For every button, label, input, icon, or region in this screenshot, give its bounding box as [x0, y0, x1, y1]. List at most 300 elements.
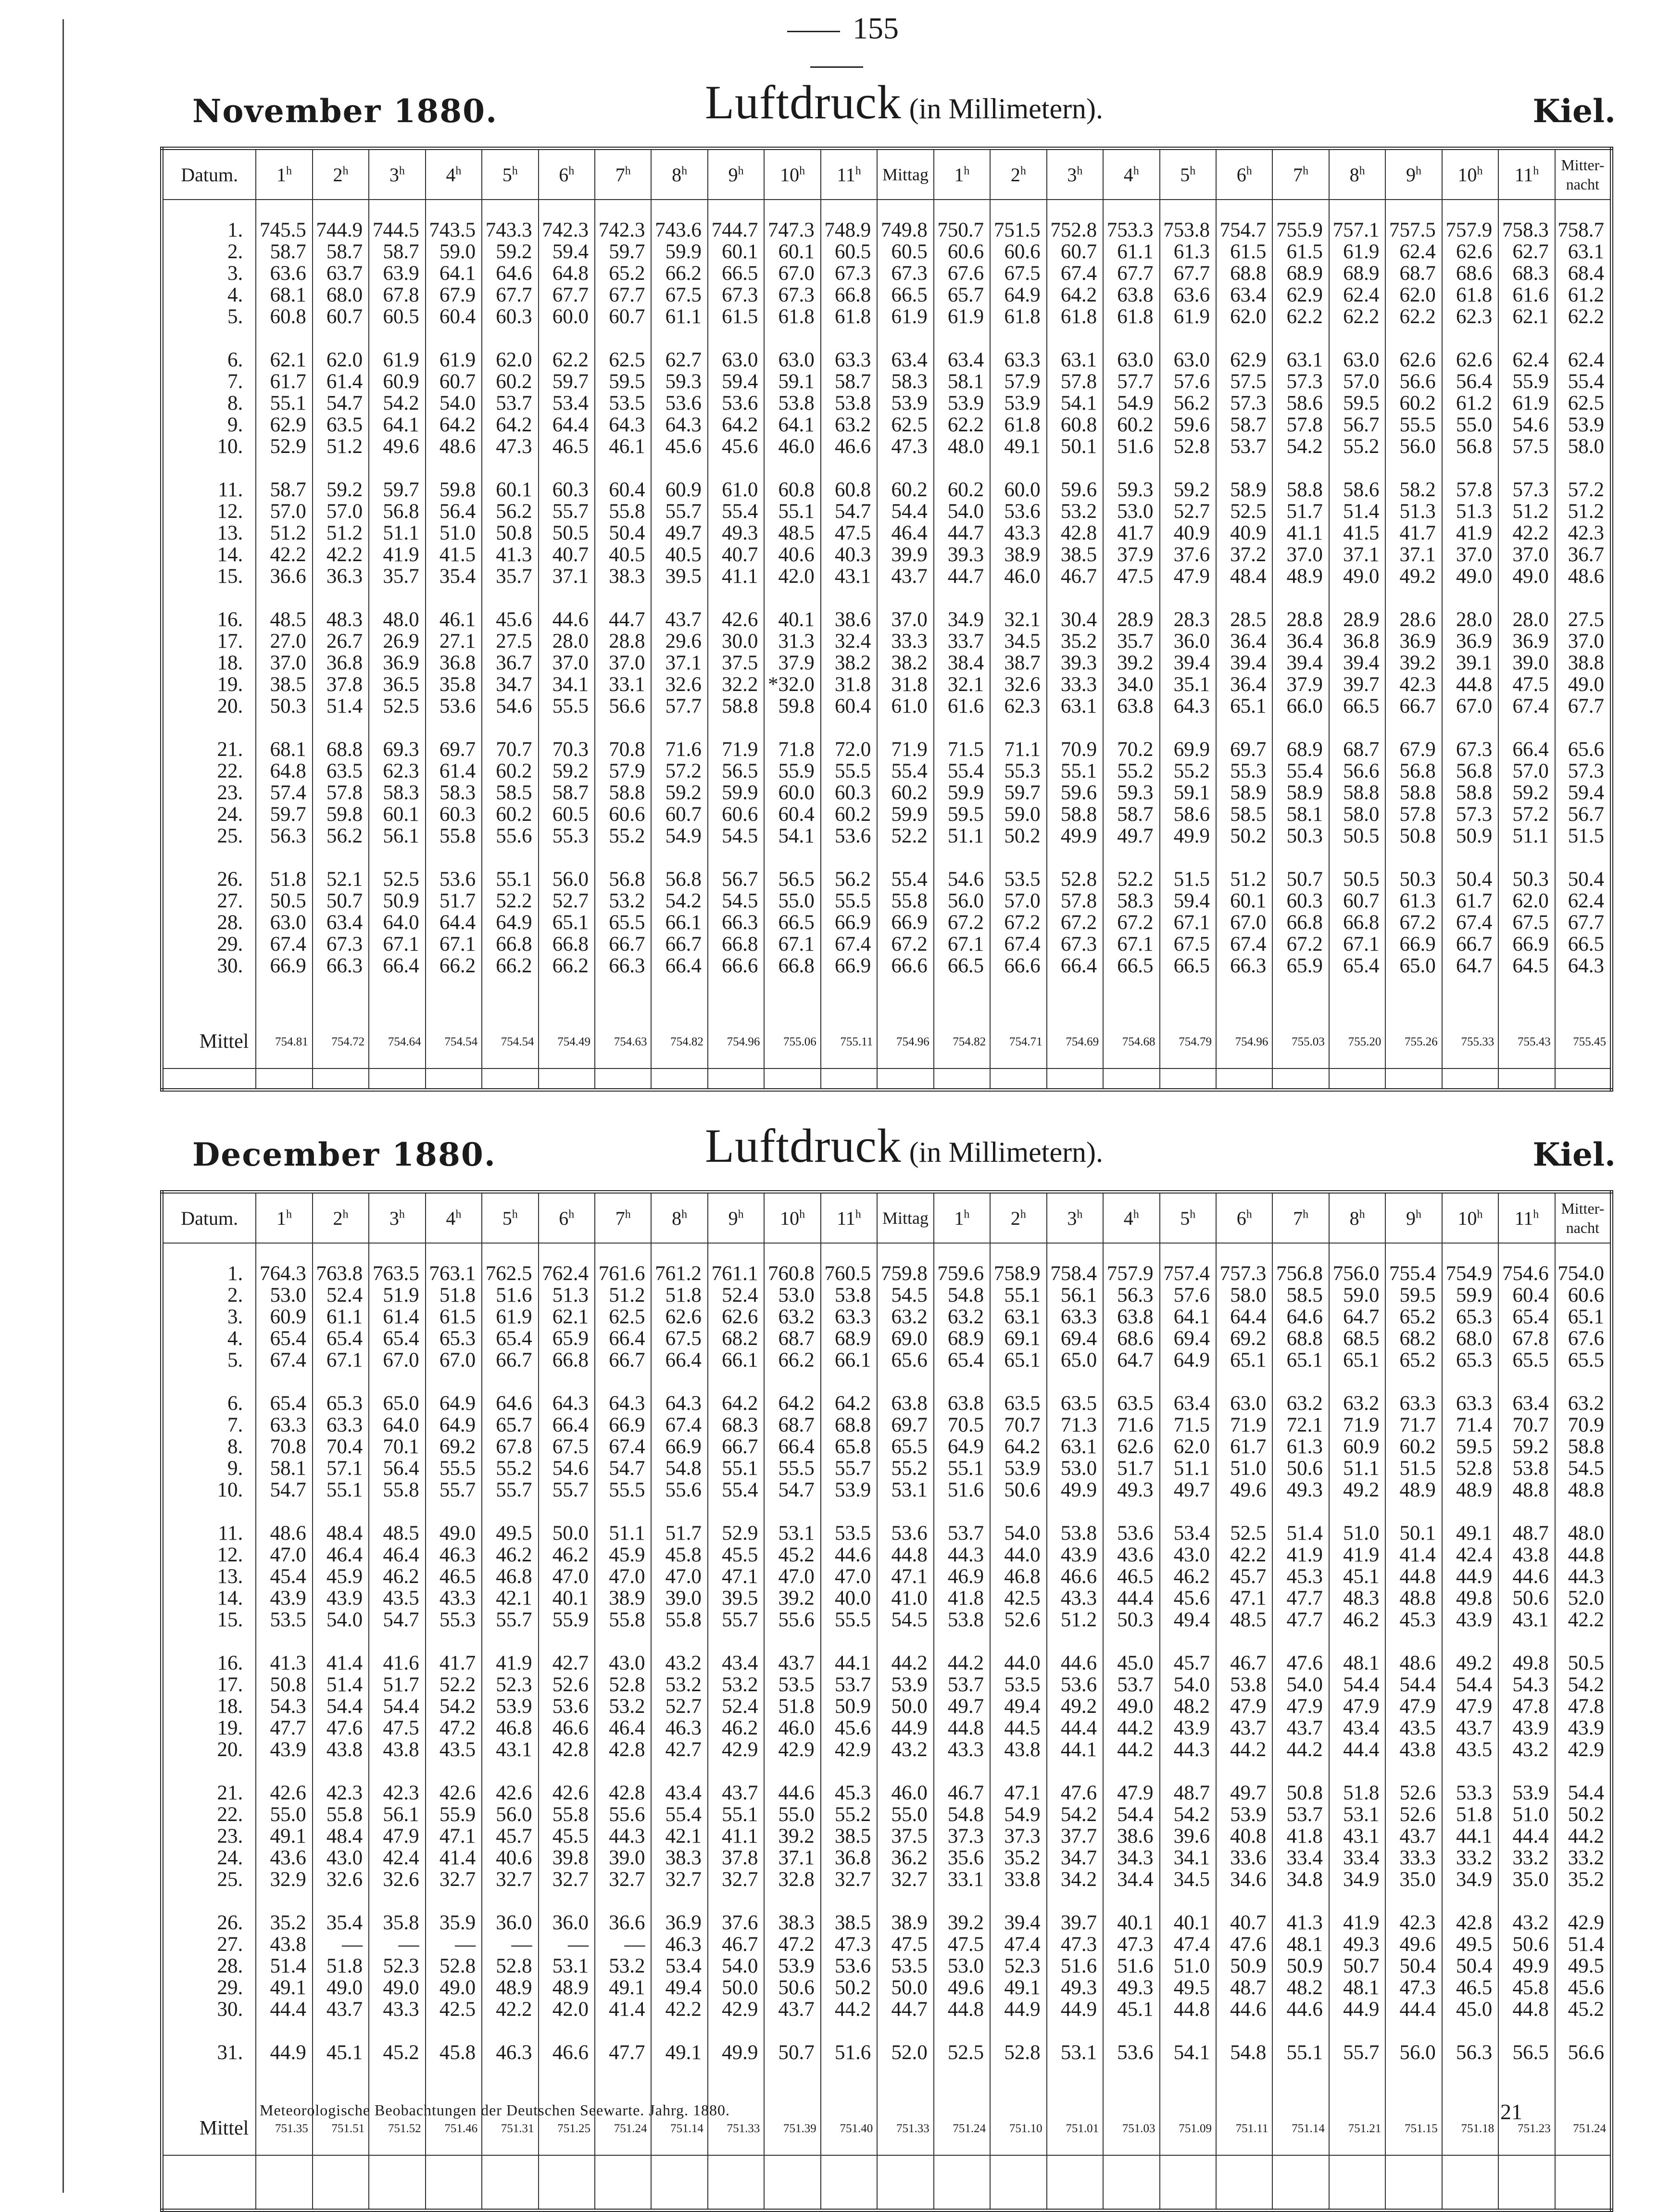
pressure-value: 34.6	[1216, 1869, 1272, 1890]
pressure-value: 63.5	[313, 760, 369, 782]
pressure-value: 66.6	[877, 955, 933, 977]
gap-cell	[595, 587, 651, 609]
pressure-value: 64.2	[426, 414, 482, 436]
mean-value: 754.54	[482, 1015, 538, 1068]
pressure-value: 71.9	[1329, 1414, 1385, 1436]
day-label: 5.	[162, 306, 256, 327]
pressure-value: 47.5	[1498, 674, 1555, 695]
gap-cell	[1498, 1631, 1555, 1652]
gap-cell	[1555, 847, 1612, 868]
pressure-value: 753.3	[1103, 219, 1159, 241]
pressure-value: 35.8	[426, 674, 482, 695]
pressure-value: 43.8	[256, 1934, 312, 1955]
gap-cell	[313, 327, 369, 349]
gap-cell	[1442, 1760, 1498, 1782]
gap-cell	[877, 2020, 933, 2042]
blank-cell	[595, 2155, 651, 2211]
pressure-value: 42.2	[1498, 522, 1555, 544]
pressure-value: 46.7	[1047, 566, 1103, 587]
pressure-value: 60.1	[764, 241, 820, 263]
pressure-value: 43.7	[1442, 1717, 1498, 1739]
gap-cell	[539, 1890, 595, 1912]
pressure-value: 54.5	[1555, 1458, 1612, 1479]
pressure-value: 33.7	[934, 630, 990, 652]
pressure-value: 58.2	[1385, 479, 1442, 501]
gap-cell	[1272, 1371, 1329, 1393]
pressure-value: 67.3	[764, 284, 820, 306]
pressure-value: 57.0	[1498, 760, 1555, 782]
blank-cell	[539, 2155, 595, 2211]
pressure-value: 60.0	[764, 782, 820, 804]
day-label: 23.	[162, 782, 256, 804]
pressure-value: 60.6	[990, 241, 1046, 263]
pressure-value: 41.1	[708, 1825, 764, 1847]
pressure-value: 754.6	[1498, 1263, 1555, 1284]
pressure-value: 43.6	[256, 1847, 312, 1869]
spacer-row	[162, 977, 1612, 1015]
pressure-value: 71.6	[1103, 1414, 1159, 1436]
pressure-value: 47.7	[595, 2042, 651, 2063]
gap-cell	[1442, 587, 1498, 609]
gap-cell	[369, 717, 425, 739]
gap-cell	[1103, 2020, 1159, 2042]
pressure-value: 45.1	[313, 2042, 369, 2063]
gap-cell	[1329, 847, 1385, 868]
gap-cell	[595, 327, 651, 349]
gap-cell	[764, 717, 820, 739]
pressure-value: 68.7	[1385, 263, 1442, 284]
gap-cell	[313, 587, 369, 609]
hour-header: 5$^h$	[1160, 149, 1216, 200]
spacer-cell	[162, 977, 256, 1015]
pressure-value: 55.8	[369, 1479, 425, 1501]
group-gap-row	[162, 1760, 1612, 1782]
pressure-value: 50.1	[1047, 436, 1103, 457]
pressure-value: 27.5	[482, 630, 538, 652]
pressure-value: 66.9	[595, 1414, 651, 1436]
pressure-value: 742.3	[539, 219, 595, 241]
pressure-value: 53.6	[426, 695, 482, 717]
pressure-value: 44.3	[1555, 1566, 1612, 1587]
spacer-cell	[821, 2063, 877, 2102]
day-label: 27.	[162, 1934, 256, 1955]
pressure-value: 32.9	[256, 1869, 312, 1890]
pressure-value: 52.2	[877, 825, 933, 847]
spacer-cell	[1216, 1243, 1272, 1263]
pressure-value: 60.1	[482, 479, 538, 501]
spacer-cell	[426, 200, 482, 219]
pressure-value: 53.5	[990, 1674, 1046, 1696]
pressure-value: 54.9	[651, 825, 707, 847]
pressure-value: 37.1	[1329, 544, 1385, 566]
pressure-value: 35.6	[934, 1847, 990, 1869]
spacer-cell	[1103, 200, 1159, 219]
pressure-value: —	[482, 1934, 538, 1955]
pressure-value: 53.5	[821, 1522, 877, 1544]
mean-value: 755.11	[821, 1015, 877, 1068]
gap-cell	[821, 327, 877, 349]
pressure-value: 50.0	[877, 1696, 933, 1717]
pressure-value: 51.6	[1047, 1955, 1103, 1977]
spacer-row	[162, 1243, 1612, 1263]
mean-label: Mittel	[162, 1015, 256, 1068]
gap-cell	[651, 1371, 707, 1393]
pressure-value: 64.6	[482, 1393, 538, 1414]
pressure-value: 47.5	[821, 522, 877, 544]
pressure-value: 65.4	[1329, 955, 1385, 977]
pressure-value: 66.5	[1103, 955, 1159, 977]
pressure-value: 37.3	[990, 1825, 1046, 1847]
gap-cell	[1103, 1890, 1159, 1912]
pressure-value: 28.8	[595, 630, 651, 652]
pressure-value: 28.6	[1385, 609, 1442, 630]
pressure-value: 65.7	[482, 1414, 538, 1436]
pressure-value: 51.4	[256, 1955, 312, 1977]
pressure-value: 67.7	[539, 284, 595, 306]
day-label: 31.	[162, 2042, 256, 2063]
pressure-value: 61.6	[934, 695, 990, 717]
pressure-value: 37.3	[934, 1825, 990, 1847]
pressure-value: 28.0	[1442, 609, 1498, 630]
pressure-value: 65.0	[1385, 955, 1442, 977]
pressure-value: 60.4	[1498, 1284, 1555, 1306]
gap-cell	[1329, 2020, 1385, 2042]
day-row	[162, 630, 1612, 652]
spacer-cell	[877, 1243, 933, 1263]
pressure-value: 67.4	[1442, 912, 1498, 933]
day-row	[162, 1458, 1612, 1479]
spacer-cell	[990, 200, 1046, 219]
day-label: 23.	[162, 1825, 256, 1847]
gap-cell	[1385, 1890, 1442, 1912]
pressure-value: 70.9	[1555, 1414, 1612, 1436]
pressure-value: 44.6	[1047, 1652, 1103, 1674]
pressure-value: 54.1	[1047, 392, 1103, 414]
pressure-value: 51.4	[1272, 1522, 1329, 1544]
gap-cell	[313, 1501, 369, 1522]
gap-cell	[162, 1631, 256, 1652]
pressure-value: 47.0	[256, 1544, 312, 1566]
pressure-value: 40.9	[1216, 522, 1272, 544]
pressure-value: 61.9	[877, 306, 933, 327]
pressure-value: 47.8	[1555, 1696, 1612, 1717]
gap-cell	[934, 1890, 990, 1912]
pressure-value: 59.5	[1385, 1284, 1442, 1306]
month-label: November 1880.	[192, 92, 498, 130]
pressure-value: 47.3	[877, 436, 933, 457]
spacer-cell	[1329, 977, 1385, 1015]
pressure-value: 62.5	[1555, 392, 1612, 414]
pressure-value: 55.3	[539, 825, 595, 847]
blank-cell	[1442, 1068, 1498, 1090]
day-label: 3.	[162, 263, 256, 284]
pressure-value: 71.9	[877, 739, 933, 760]
pressure-value: 40.9	[1160, 522, 1216, 544]
pressure-value: 39.0	[595, 1847, 651, 1869]
pressure-value: 61.7	[256, 371, 312, 392]
pressure-value: 67.4	[651, 1414, 707, 1436]
pressure-value: 35.0	[1385, 1869, 1442, 1890]
pressure-value: 53.8	[1216, 1674, 1272, 1696]
pressure-value: 44.4	[1498, 1825, 1555, 1847]
pressure-value: 39.4	[1272, 652, 1329, 674]
pressure-value: 44.2	[1216, 1739, 1272, 1760]
pressure-value: 49.6	[1216, 1479, 1272, 1501]
pressure-value: —	[369, 1934, 425, 1955]
pressure-value: 744.9	[313, 219, 369, 241]
pressure-value: 53.8	[934, 1609, 990, 1631]
pressure-value: 30.4	[1047, 609, 1103, 630]
pressure-value: 750.7	[934, 219, 990, 241]
gap-cell	[369, 587, 425, 609]
gap-cell	[1103, 847, 1159, 868]
pressure-value: 48.9	[1272, 566, 1329, 587]
blank-cell	[1385, 1068, 1442, 1090]
day-label: 9.	[162, 1458, 256, 1479]
pressure-value: 48.9	[482, 1977, 538, 1998]
spacer-cell	[162, 1243, 256, 1263]
spacer-cell	[990, 2063, 1046, 2102]
pressure-value: 44.7	[934, 566, 990, 587]
pressure-value: 60.8	[256, 306, 312, 327]
gap-cell	[990, 1371, 1046, 1393]
pressure-value: 67.1	[764, 933, 820, 955]
hour-header: 6$^h$	[1216, 149, 1272, 200]
pressure-value: 46.2	[1160, 1566, 1216, 1587]
pressure-value: 48.2	[1272, 1977, 1329, 1998]
gap-cell	[821, 1890, 877, 1912]
pressure-value: 44.5	[990, 1717, 1046, 1739]
pressure-value: 38.3	[764, 1912, 820, 1934]
pressure-value: 66.2	[539, 955, 595, 977]
pressure-value: 32.7	[651, 1869, 707, 1890]
spacer-cell	[482, 977, 538, 1015]
pressure-value: 53.6	[990, 501, 1046, 522]
pressure-value: 43.1	[1498, 1609, 1555, 1631]
pressure-value: 758.7	[1555, 219, 1612, 241]
pressure-value: 69.4	[1160, 1328, 1216, 1349]
gap-cell	[764, 2020, 820, 2042]
spacer-cell	[162, 200, 256, 219]
pressure-value: 63.4	[1216, 284, 1272, 306]
pressure-value: 48.4	[1216, 566, 1272, 587]
pressure-value: 43.9	[256, 1739, 312, 1760]
pressure-value: 37.0	[1498, 544, 1555, 566]
pressure-value: 67.1	[934, 933, 990, 955]
day-row	[162, 1479, 1612, 1501]
pressure-value: 67.6	[1555, 1328, 1612, 1349]
hour-header: 9$^h$	[708, 149, 764, 200]
pressure-value: 53.4	[651, 1955, 707, 1977]
pressure-value: 758.3	[1498, 219, 1555, 241]
pressure-value: 44.9	[990, 1998, 1046, 2020]
pressure-value: 63.2	[877, 1306, 933, 1328]
pressure-value: 66.3	[708, 912, 764, 933]
pressure-value: 42.1	[482, 1587, 538, 1609]
pressure-value: 55.7	[426, 1479, 482, 1501]
noon-header: Mittag	[877, 1192, 933, 1244]
pressure-value: 46.0	[764, 1717, 820, 1739]
pressure-value: 64.7	[1442, 955, 1498, 977]
pressure-value: 42.9	[1555, 1739, 1612, 1760]
pressure-value: 58.6	[1272, 392, 1329, 414]
pressure-value: 57.4	[256, 782, 312, 804]
pressure-value: 44.8	[1160, 1998, 1216, 2020]
pressure-value: 60.6	[708, 804, 764, 825]
pressure-value: 753.8	[1160, 219, 1216, 241]
pressure-value: 68.4	[1555, 263, 1612, 284]
day-label: 17.	[162, 1674, 256, 1696]
pressure-value: 41.4	[595, 1998, 651, 2020]
day-row	[162, 1609, 1612, 1631]
pressure-value: 42.3	[1555, 522, 1612, 544]
gap-cell	[1498, 327, 1555, 349]
day-label: 11.	[162, 1522, 256, 1544]
pressure-value: 42.2	[1555, 1609, 1612, 1631]
pressure-value: 38.5	[821, 1825, 877, 1847]
pressure-value: 60.2	[482, 371, 538, 392]
gap-cell	[1216, 717, 1272, 739]
blank-cell	[1498, 2155, 1555, 2211]
mean-value: 755.06	[764, 1015, 820, 1068]
pressure-value: 47.2	[764, 1934, 820, 1955]
pressure-value: 51.4	[1555, 1934, 1612, 1955]
pressure-value: 49.3	[1047, 1977, 1103, 1998]
pressure-value: 48.8	[1498, 1479, 1555, 1501]
day-label: 26.	[162, 868, 256, 890]
pressure-value: 64.1	[426, 263, 482, 284]
pressure-value: 60.2	[482, 760, 538, 782]
pressure-value: 46.2	[708, 1717, 764, 1739]
hour-header: 2$^h$	[313, 149, 369, 200]
pressure-value: 46.3	[426, 1544, 482, 1566]
november-pressure-table	[160, 147, 1613, 1092]
pressure-value: 50.0	[539, 1522, 595, 1544]
pressure-value: 55.6	[595, 1804, 651, 1825]
pressure-value: 47.6	[1272, 1652, 1329, 1674]
pressure-value: 44.4	[1047, 1717, 1103, 1739]
pressure-value: 54.6	[934, 868, 990, 890]
pressure-value: 33.6	[1216, 1847, 1272, 1869]
day-label: 27.	[162, 890, 256, 912]
pressure-value: 52.9	[708, 1522, 764, 1544]
gap-cell	[595, 1371, 651, 1393]
mean-row	[162, 1015, 1612, 1068]
day-label: 6.	[162, 349, 256, 371]
pressure-value: 68.0	[313, 284, 369, 306]
pressure-value: 52.7	[651, 1696, 707, 1717]
pressure-value: 50.4	[1442, 1955, 1498, 1977]
pressure-value: 60.2	[877, 782, 933, 804]
pressure-value: 54.9	[990, 1804, 1046, 1825]
pressure-value: 63.1	[1555, 241, 1612, 263]
pressure-value: 68.8	[821, 1414, 877, 1436]
gap-cell	[595, 1760, 651, 1782]
gap-cell	[426, 587, 482, 609]
pressure-value: 37.9	[1103, 544, 1159, 566]
pressure-value: 40.8	[1216, 1825, 1272, 1847]
pressure-value: 38.9	[595, 1587, 651, 1609]
gap-cell	[162, 2020, 256, 2042]
pressure-value: 28.0	[1498, 609, 1555, 630]
pressure-value: 761.1	[708, 1263, 764, 1284]
pressure-value: 744.7	[708, 219, 764, 241]
pressure-value: 763.5	[369, 1263, 425, 1284]
gap-cell	[1555, 1501, 1612, 1522]
pressure-value: 65.1	[1272, 1349, 1329, 1371]
pressure-value: 42.1	[651, 1825, 707, 1847]
spacer-cell	[1160, 1243, 1216, 1263]
mean-value: 754.96	[708, 1015, 764, 1068]
pressure-value: 49.9	[1047, 825, 1103, 847]
gap-cell	[595, 717, 651, 739]
blank-cell	[256, 2155, 312, 2211]
gap-cell	[1442, 1501, 1498, 1522]
pressure-value: 51.8	[651, 1284, 707, 1306]
pressure-value: 39.2	[764, 1587, 820, 1609]
pressure-value: 64.2	[708, 1393, 764, 1414]
pressure-value: 53.5	[990, 868, 1046, 890]
pressure-value: 55.4	[1555, 371, 1612, 392]
day-label: 25.	[162, 825, 256, 847]
day-row	[162, 1328, 1612, 1349]
pressure-value: 46.8	[990, 1566, 1046, 1587]
pressure-value: 56.8	[595, 868, 651, 890]
pressure-value: 55.8	[595, 501, 651, 522]
gap-cell	[595, 1631, 651, 1652]
pressure-value: 43.3	[369, 1998, 425, 2020]
pressure-value: 64.2	[708, 414, 764, 436]
gap-cell	[764, 327, 820, 349]
day-row	[162, 933, 1612, 955]
pressure-value: 53.1	[877, 1479, 933, 1501]
pressure-value: 46.6	[1047, 1566, 1103, 1587]
pressure-value: 41.9	[1442, 522, 1498, 544]
pressure-value: 60.2	[1103, 414, 1159, 436]
pressure-value: 42.8	[1047, 522, 1103, 544]
day-label: 3.	[162, 1306, 256, 1328]
pressure-value: 59.9	[708, 782, 764, 804]
pressure-value: 39.6	[1160, 1825, 1216, 1847]
pressure-value: 57.8	[1047, 371, 1103, 392]
spacer-cell	[369, 977, 425, 1015]
gap-cell	[1047, 2020, 1103, 2042]
spacer-cell	[821, 977, 877, 1015]
pressure-value: 66.4	[1047, 955, 1103, 977]
spacer-cell	[934, 2063, 990, 2102]
pressure-value: 42.2	[482, 1998, 538, 2020]
pressure-value: 41.4	[313, 1652, 369, 1674]
pressure-value: 41.4	[1385, 1544, 1442, 1566]
pressure-value: 63.8	[1103, 1306, 1159, 1328]
pressure-value: 39.2	[1385, 652, 1442, 674]
pressure-value: 60.7	[426, 371, 482, 392]
pressure-value: 754.7	[1216, 219, 1272, 241]
pressure-value: 46.8	[482, 1717, 538, 1739]
pressure-value: 67.7	[1555, 695, 1612, 717]
pressure-value: 63.0	[1329, 349, 1385, 371]
pressure-value: 51.1	[934, 825, 990, 847]
gap-cell	[934, 327, 990, 349]
pressure-value: 56.4	[369, 1458, 425, 1479]
pressure-value: 63.3	[990, 349, 1046, 371]
pressure-value: 72.1	[1272, 1414, 1329, 1436]
gap-cell	[934, 1371, 990, 1393]
day-row	[162, 1306, 1612, 1328]
pressure-value: 56.0	[482, 1804, 538, 1825]
pressure-value: 54.2	[1272, 436, 1329, 457]
gap-cell	[482, 587, 538, 609]
